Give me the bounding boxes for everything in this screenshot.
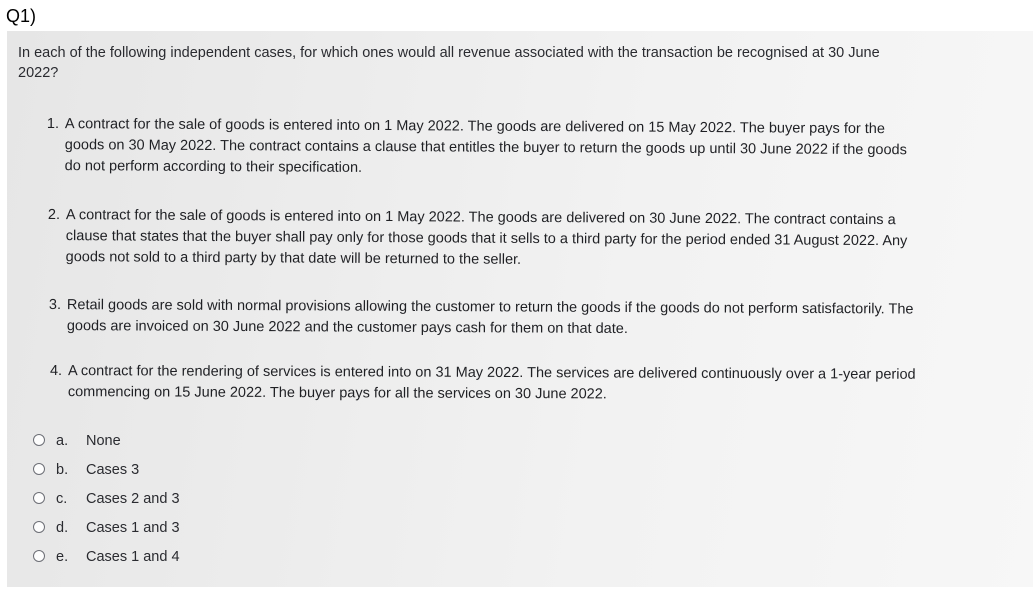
radio-button[interactable] bbox=[33, 434, 45, 446]
case-line: goods on 30 May 2022. The contract contains a clause that entitles the buyer to return the goods up until 30 June 2022 if the goods bbox=[64, 137, 907, 159]
case-number: 1. bbox=[46, 115, 60, 133]
stem-line: 2022? bbox=[18, 65, 59, 81]
case-line: A contract for the sale of goods is entered into on 1 May 2022. The goods are delivered on 15 May 2022. The buyer pays for the bbox=[64, 116, 886, 138]
radio-button[interactable] bbox=[33, 463, 45, 475]
radio-button[interactable] bbox=[33, 521, 45, 533]
option-letter: d. bbox=[56, 520, 69, 536]
case-line: clause that states that the buyer shall pay only for those goods that it sells to a third party for the period ended 31 August 2022. Any bbox=[65, 228, 908, 250]
option-letter: e. bbox=[56, 549, 69, 565]
case-number: 2. bbox=[47, 206, 61, 224]
option-label: None bbox=[86, 433, 121, 449]
stem-line: In each of the following independent cases, for which ones would all revenue associated with the transaction be recognised at 30 June bbox=[18, 45, 880, 61]
option-label: Cases 2 and 3 bbox=[86, 491, 180, 507]
case-line: A contract for the sale of goods is entered into on 1 May 2022. The goods are delivered on 30 June 2022. The contract contains a bbox=[65, 207, 896, 229]
case-number: 3. bbox=[48, 296, 62, 314]
option-letter: b. bbox=[56, 462, 69, 478]
case-line: goods not sold to a third party by that date will be returned to the seller. bbox=[65, 249, 522, 268]
option-letter: a. bbox=[56, 433, 69, 449]
case-line: Retail goods are sold with normal provisions allowing the customer to return the goods if the goods do not perform satisfactorily. The bbox=[66, 297, 914, 318]
case-line: A contract for the rendering of services is entered into on 31 May 2022. The services are delivered continuously over a 1-year period bbox=[67, 363, 916, 383]
radio-button[interactable] bbox=[33, 550, 45, 562]
option-label: Cases 1 and 3 bbox=[86, 520, 180, 536]
question-number: Q1) bbox=[6, 6, 37, 26]
case-line: commencing on 15 June 2022. The buyer pays for all the services on 30 June 2022. bbox=[67, 384, 607, 403]
case-line: goods are invoiced on 30 June 2022 and the customer pays cash for them on that date. bbox=[66, 318, 628, 338]
case-number: 4. bbox=[49, 362, 63, 380]
option-label: Cases 1 and 4 bbox=[86, 549, 180, 565]
radio-button[interactable] bbox=[33, 492, 45, 504]
option-letter: c. bbox=[56, 491, 68, 507]
case-list bbox=[7, 31, 1033, 431]
question-panel bbox=[7, 31, 1033, 587]
case-line: do not perform according to their specification. bbox=[64, 158, 363, 176]
option-label: Cases 3 bbox=[86, 462, 140, 478]
